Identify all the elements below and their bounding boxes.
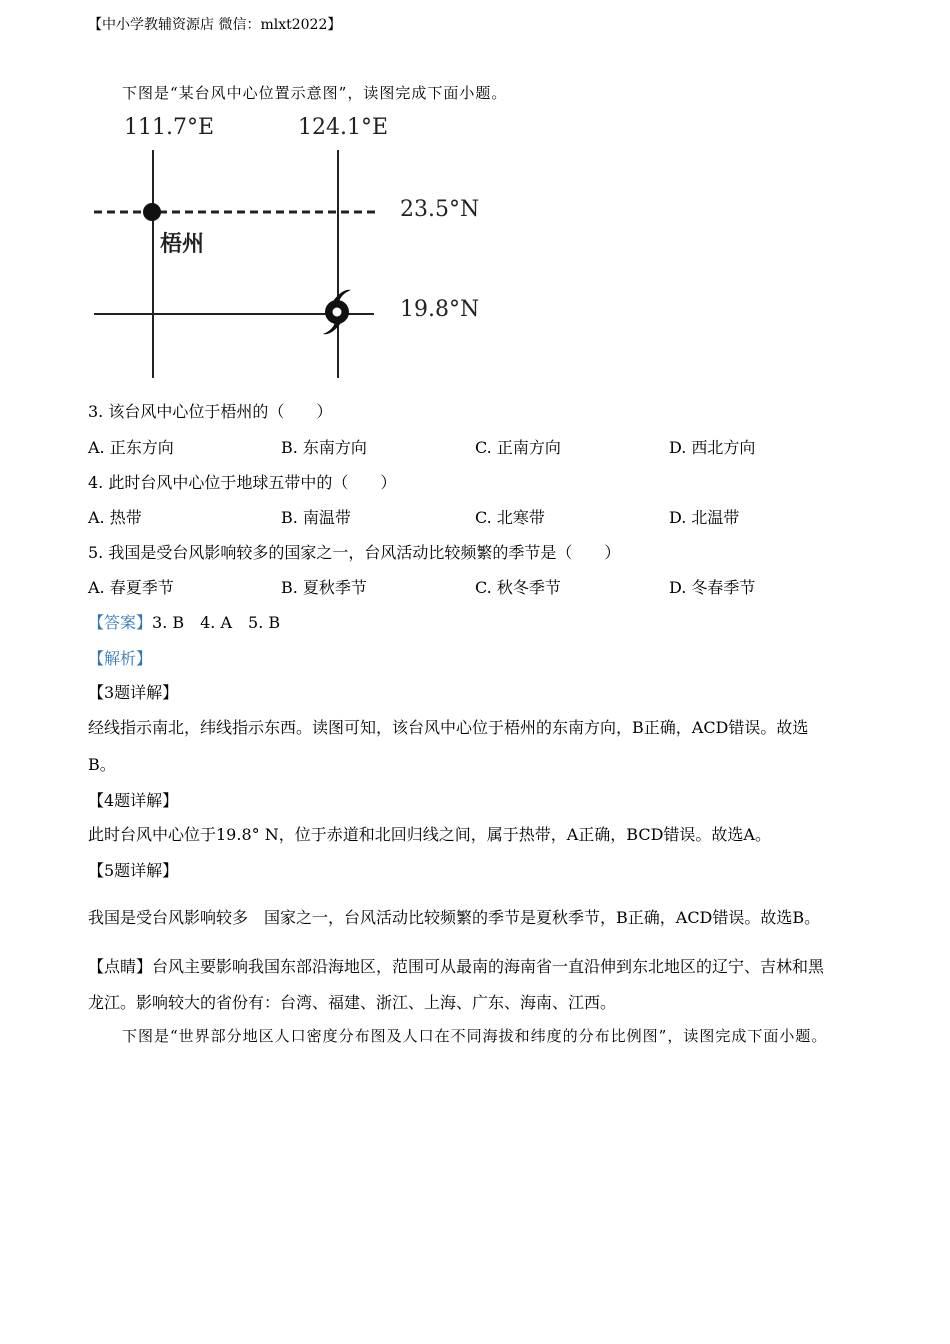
lon-label-2: 124.1°E xyxy=(298,115,389,140)
wuzhou-point xyxy=(143,203,161,221)
detail-3-line-2: B。 xyxy=(88,755,116,774)
question-5-stem: 5. 我国是受台风影响较多的国家之一，台风活动比较频繁的季节是（ ） xyxy=(88,543,621,562)
answer-text: 3. B 4. A 5. B xyxy=(152,613,281,632)
q4-option-b: B. 南温带 xyxy=(281,508,351,527)
answer-label: 【答案】 xyxy=(88,613,153,632)
lat-label-2: 19.8°N xyxy=(400,297,480,322)
tip-line-1: 【点睛】台风主要影响我国东部沿海地区，范围可从最南的海南省一直沿伸到东北地区的辽宁、吉林和黑 xyxy=(88,957,825,976)
typhoon-position-diagram xyxy=(88,108,488,383)
analysis-label: 【解析】 xyxy=(88,649,153,668)
q5-option-b: B. 夏秋季节 xyxy=(281,578,367,597)
lat-label-1: 23.5°N xyxy=(400,197,480,222)
typhoon-icon xyxy=(323,290,351,335)
detail-3-title: 【3题详解】 xyxy=(88,683,179,702)
question-4-stem: 4. 此时台风中心位于地球五带中的（ ） xyxy=(88,473,397,492)
lon-label-1: 111.7°E xyxy=(124,115,215,140)
detail-5-line-1: 我国是受台风影响较多 国家之一，台风活动比较频繁的季节是夏秋季节，B正确，ACD错误。故选B。 xyxy=(88,908,821,927)
detail-4-line-1: 此时台风中心位于19.8° N，位于赤道和北回归线之间，属于热带，A正确，BCD错误。故选A。 xyxy=(88,825,771,844)
intro-text-1: 下图是“某台风中心位置示意图”，读图完成下面小题。 xyxy=(122,84,508,102)
detail-4-title: 【4题详解】 xyxy=(88,791,179,810)
city-label: 梧州 xyxy=(160,232,205,257)
q4-option-d: D. 北温带 xyxy=(669,508,740,527)
q3-option-a: A. 正东方向 xyxy=(88,438,174,457)
answer-line xyxy=(88,610,280,633)
q3-option-b: B. 东南方向 xyxy=(281,438,367,457)
detail-5-title: 【5题详解】 xyxy=(88,861,179,880)
detail-3-line-1: 经线指示南北，纬线指示东西。读图可知，该台风中心位于梧州的东南方向，B正确，ACD错误。故选 xyxy=(88,718,809,737)
q4-option-a: A. 热带 xyxy=(88,508,142,527)
page-header: 【中小学教辅资源店 微信：mlxt2022】 xyxy=(88,17,342,33)
q3-option-c: C. 正南方向 xyxy=(475,438,561,457)
intro-text-2: 下图是“世界部分地区人口密度分布图及人口在不同海拔和纬度的分布比例图”，读图完成下面小题。 xyxy=(122,1027,828,1045)
question-3-stem: 3. 该台风中心位于梧州的（ ） xyxy=(88,402,333,421)
q5-option-a: A. 春夏季节 xyxy=(88,578,174,597)
q5-option-d: D. 冬春季节 xyxy=(669,578,756,597)
tip-line-2: 龙江。影响较大的省份有：台湾、福建、浙江、上海、广东、海南、江西。 xyxy=(88,993,617,1012)
q4-option-c: C. 北寒带 xyxy=(475,508,545,527)
q5-option-c: C. 秋冬季节 xyxy=(475,578,561,597)
q3-option-d: D. 西北方向 xyxy=(669,438,756,457)
